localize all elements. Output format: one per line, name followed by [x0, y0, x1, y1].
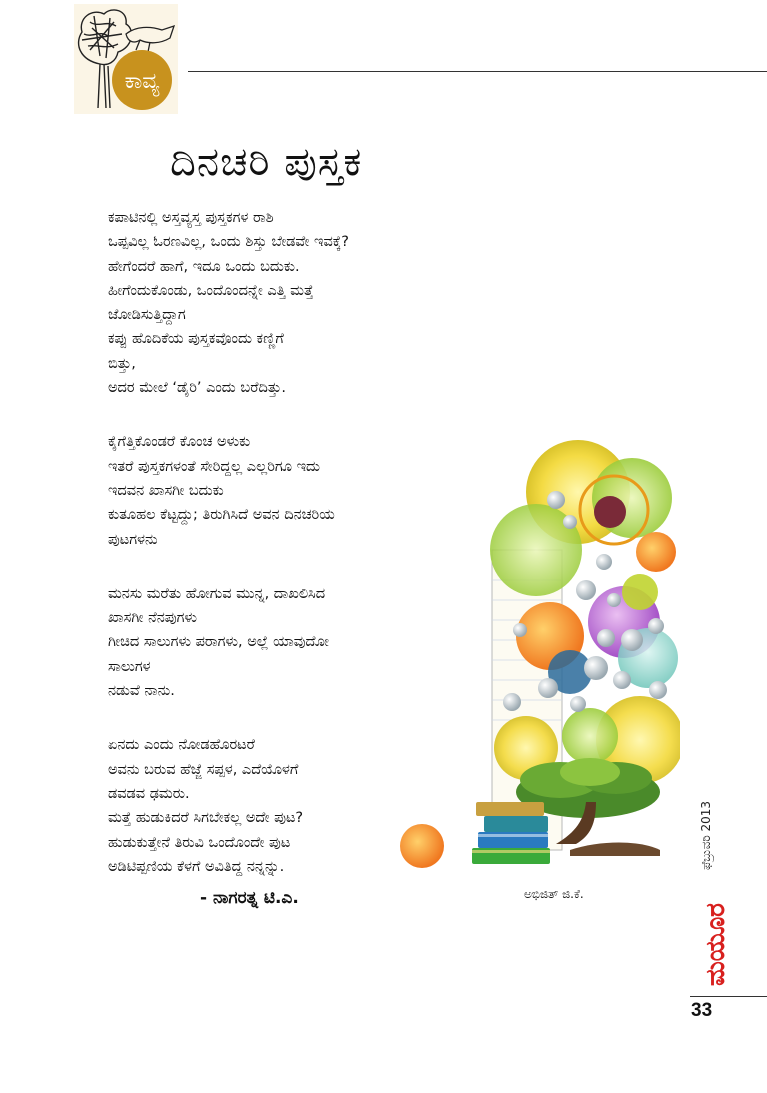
poem-line: ಅವನು ಬರುವ ಹೆಜ್ಜೆ ಸಪ್ಪಳ, ಎದೆಯೊಳಗೆ — [108, 761, 299, 778]
poem-line: ಮತ್ತೆ ಹುಡುಕಿದರೆ ಸಿಗಬೇಕಲ್ಲ ಅದೇ ಪುಟ? — [108, 810, 304, 827]
poem-line: ಹೇಗೆಂದರೆ ಹಾಗೆ, ಇದೂ ಒಂದು ಬದುಕು. — [108, 258, 300, 275]
poem-line: ಗೀಚಿದ ಸಾಲುಗಳು ಪರಾಗಳು, ಅಲ್ಲೆ ಯಾವುದೋ — [108, 634, 329, 651]
poem-line: ಇದವನ ಖಾಸಗೀ ಬದುಕು — [108, 482, 224, 499]
page-number: 33 — [691, 1000, 713, 1021]
poem-body — [108, 206, 438, 909]
poem-line: ಹೀಗೆಂದುಕೊಂಡು, ಒಂದೊಂದನ್ನೇ ಎತ್ತಿ ಮತ್ತೆ — [108, 282, 314, 299]
poem-line: ಅದರ ಮೇಲೆ ‘ಡೈರಿ’ ಎಂದು ಬರೆದಿತ್ತು. — [108, 380, 286, 397]
magazine-label — [684, 770, 744, 990]
poem-line: ಹುಡುಕುತ್ತೇನೆ ತಿರುವಿ ಒಂದೊಂದೇ ಪುಟ — [108, 834, 291, 851]
stanza-2 — [108, 430, 438, 551]
bottom-rule — [690, 996, 767, 997]
illustration — [400, 440, 680, 876]
poem-line: ಏನದು ಎಂದು ನೋಡಹೊರಟರೆ — [108, 737, 255, 754]
poem-line: ಖಾಸಗೀ ನೆನಪುಗಳು — [108, 610, 197, 627]
poem-title: ದಿನಚರಿ ಪುಸ್ತಕ — [170, 139, 363, 185]
poem-author: - ನಾಗರತ್ನ ಟಿ.ಎ. — [200, 888, 299, 908]
poem-line: ನಡುವೆ ನಾನು. — [108, 683, 175, 700]
magazine-name: ಮಯೂರ — [701, 903, 731, 986]
poem-line: ಪುಟಗಳನು — [108, 531, 158, 548]
books-icon — [472, 802, 550, 864]
illustration-credit: ಅಭಿಜಿತ್ ಜಿ.ಕೆ. — [524, 887, 584, 901]
poem-line: ಇತರೆ ಪುಸ್ತಕಗಳಂತೆ ಸೇರಿದ್ದಲ್ಲ ಎಲ್ಲರಿಗೂ ಇದು — [108, 458, 320, 475]
poem-line: ಮನಸು ಮರೆತು ಹೋಗುವ ಮುನ್ನ, ದಾಖಲಿಸಿದ — [108, 585, 326, 602]
poem-line: ಸಾಲುಗಳ — [108, 658, 151, 675]
poem-line: ಬಿತ್ತು, — [108, 355, 136, 372]
stanza-4 — [108, 733, 438, 879]
magazine-issue: ಫೆಬ್ರುವರಿ 2013 — [699, 800, 713, 870]
poem-line: ಕೈಗೆತ್ತಿಕೊಂಡರೆ ಕೊಂಚ ಅಳುಕು — [108, 434, 251, 451]
poem-line: ಕಪಾಟಿನಲ್ಲಿ ಅಸ್ತವ್ಯಸ್ತ ಪುಸ್ತಕಗಳ ರಾಶಿ — [108, 210, 274, 226]
poem-line: ಕಪ್ಪು ಹೊದಿಕೆಯ ಪುಸ್ತಕವೊಂದು ಕಣ್ಣಿಗೆ — [108, 331, 284, 348]
poem-line: ಡವಡವ ಢಮರು. — [108, 785, 190, 802]
logo-text: ಕಾವ್ಯ — [124, 69, 160, 94]
poem-line: ಕುತೂಹಲ ಕೆಟ್ಟದ್ದು; ತಿರುಗಿಸಿದೆ ಅವನ ದಿನಚರಿಯ — [108, 507, 335, 524]
section-logo — [70, 4, 182, 114]
poem-line: ಒಪ್ಪವಿಲ್ಲ ಓರಣವಿಲ್ಲ, ಒಂದು ಶಿಸ್ತು ಬೇಡವೇ ಇವಕ್ಕೆ? — [108, 234, 349, 251]
poem-line: ಜೋಡಿಸುತ್ತಿದ್ದಾಗ — [108, 307, 186, 324]
stanza-3 — [108, 582, 438, 703]
stanza-1 — [108, 206, 438, 400]
poem-line: ಅಡಿಟಿಪ್ಪಣಿಯ ಕೆಳಗೆ ಅವಿತಿದ್ದ ನನ್ನನ್ನು. — [108, 858, 285, 875]
top-rule — [188, 71, 767, 72]
